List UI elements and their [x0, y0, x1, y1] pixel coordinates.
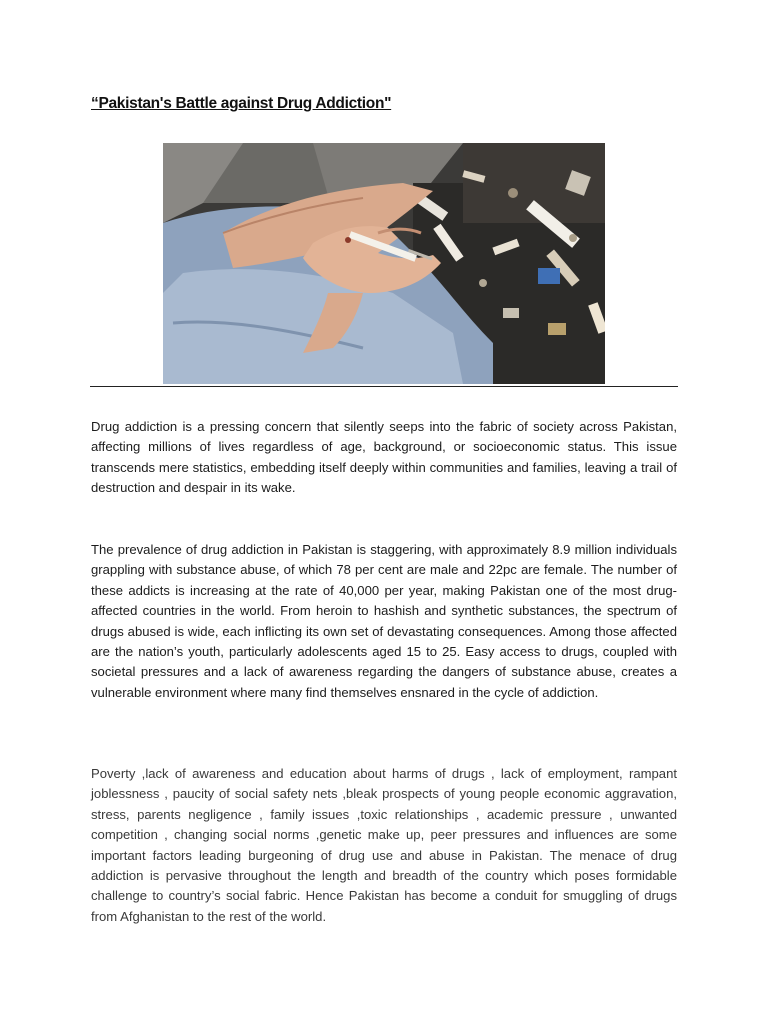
article-photo: [163, 143, 605, 384]
paragraph-2: The prevalence of drug addiction in Pakistan is staggering, with approximately 8.9 million individuals grappling with substance abuse, of which 78 per cent are male and 22pc are female. The number of these addicts is increasing at the rate of 40,000 per year, making Pakistan one of the most drug-affected countries in the world. From heroin to hashish and synthetic substances, the spectrum of drugs abused is wide, each inflicting its own set of devastating consequences. Among those affected are the nation’s youth, particularly adolescents aged 15 to 25. Easy access to drugs, coupled with societal pressures and a lack of awareness regarding the dangers of substance abuse, creates a vulnerable environment where many find themselves ensnared in the cycle of addiction.: [91, 542, 677, 700]
paragraph-3: Poverty ,lack of awareness and education about harms of drugs , lack of employment, rampant joblessness , paucity of social safety nets ,bleak prospects of young people economic aggravation, stress, parents negligence , family issues ,toxic relationships , academic pressure , unwanted competition , changing social norms ,genetic make up, peer pressures and influences are some important factors leading burgeoning of drug use and abuse in Pakistan. The menace of drug addiction is pervasive throughout the length and breadth of the country which poses formidable challenge to country’s social fabric. Hence Pakistan has become a conduit for smuggling of drugs from Afghanistan to the rest of the world.: [91, 766, 677, 924]
horizontal-rule: [90, 386, 678, 387]
document-title: “Pakistan's Battle against Drug Addiction": [91, 95, 392, 112]
paragraph-1: Drug addiction is a pressing concern that silently seeps into the fabric of society across Pakistan, affecting millions of lives regardless of age, background, or socioeconomic status. This issue transcends mere statistics, embedding itself deeply within communities and families, leaving a trail of destruction and despair in its wake.: [91, 419, 677, 496]
